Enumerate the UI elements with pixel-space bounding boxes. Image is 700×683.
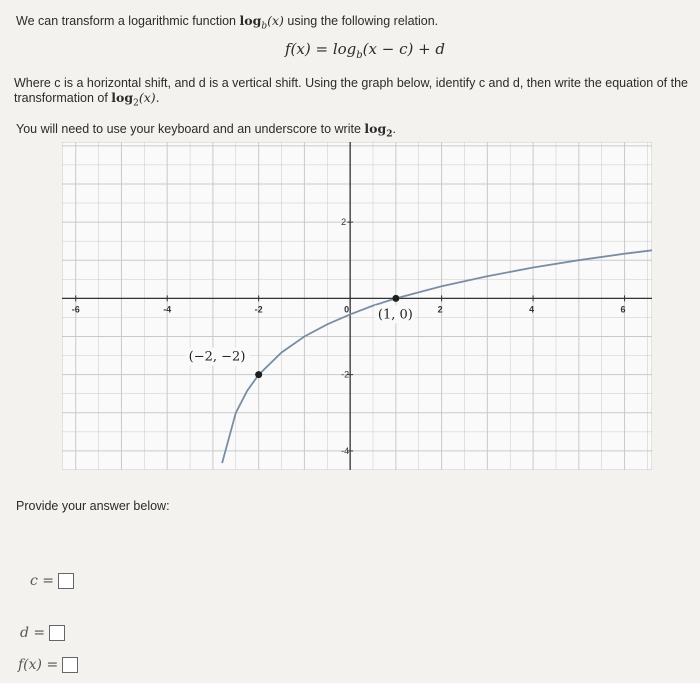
f-answer-row [18, 657, 78, 673]
answer-prompt: Provide your answer below: [16, 499, 170, 513]
point-label: (−2, −2) [188, 349, 246, 365]
d-answer-row [20, 625, 65, 641]
y-tick-label: -2 [341, 369, 350, 380]
d-input[interactable] [49, 625, 65, 641]
x-tick-label: 6 [620, 304, 626, 315]
question-line-2: Where c is a horizontal shift, and d is a vertical shift. Using the graph below, identify c and d, then write the equation of the [14, 76, 688, 90]
question-line-1: We can transform a logarithmic function $\log_b(x)$ using the following relation. [16, 13, 439, 32]
transformation-formula: $f(x) = \log_b(x - c) + d$ [285, 40, 446, 61]
c-input[interactable] [58, 573, 74, 589]
f-input[interactable] [62, 657, 78, 673]
highlighted-point [255, 371, 262, 378]
c-answer-row [30, 573, 74, 589]
c-label: c = [30, 573, 55, 589]
d-label: d = [20, 625, 46, 641]
x-tick-label: 0 [344, 304, 350, 315]
f-label: f(x) = [18, 657, 59, 673]
x-tick-label: -4 [163, 304, 172, 315]
x-tick-label: 2 [437, 304, 443, 315]
x-tick-label: -2 [254, 304, 263, 315]
question-line-4: You will need to use your keyboard and an underscore to write $\log_2$. [16, 121, 396, 140]
x-tick-label: 4 [529, 304, 535, 315]
x-tick-label: -6 [71, 304, 80, 315]
log-function-graph [62, 142, 652, 470]
y-tick-label: -4 [341, 445, 350, 456]
question-line-3: transformation of $\log_2(x)$. [14, 90, 160, 109]
y-tick-label: 2 [341, 217, 347, 228]
plot-area [62, 142, 652, 470]
highlighted-point [392, 295, 399, 302]
point-label: (1, 0) [377, 307, 413, 323]
